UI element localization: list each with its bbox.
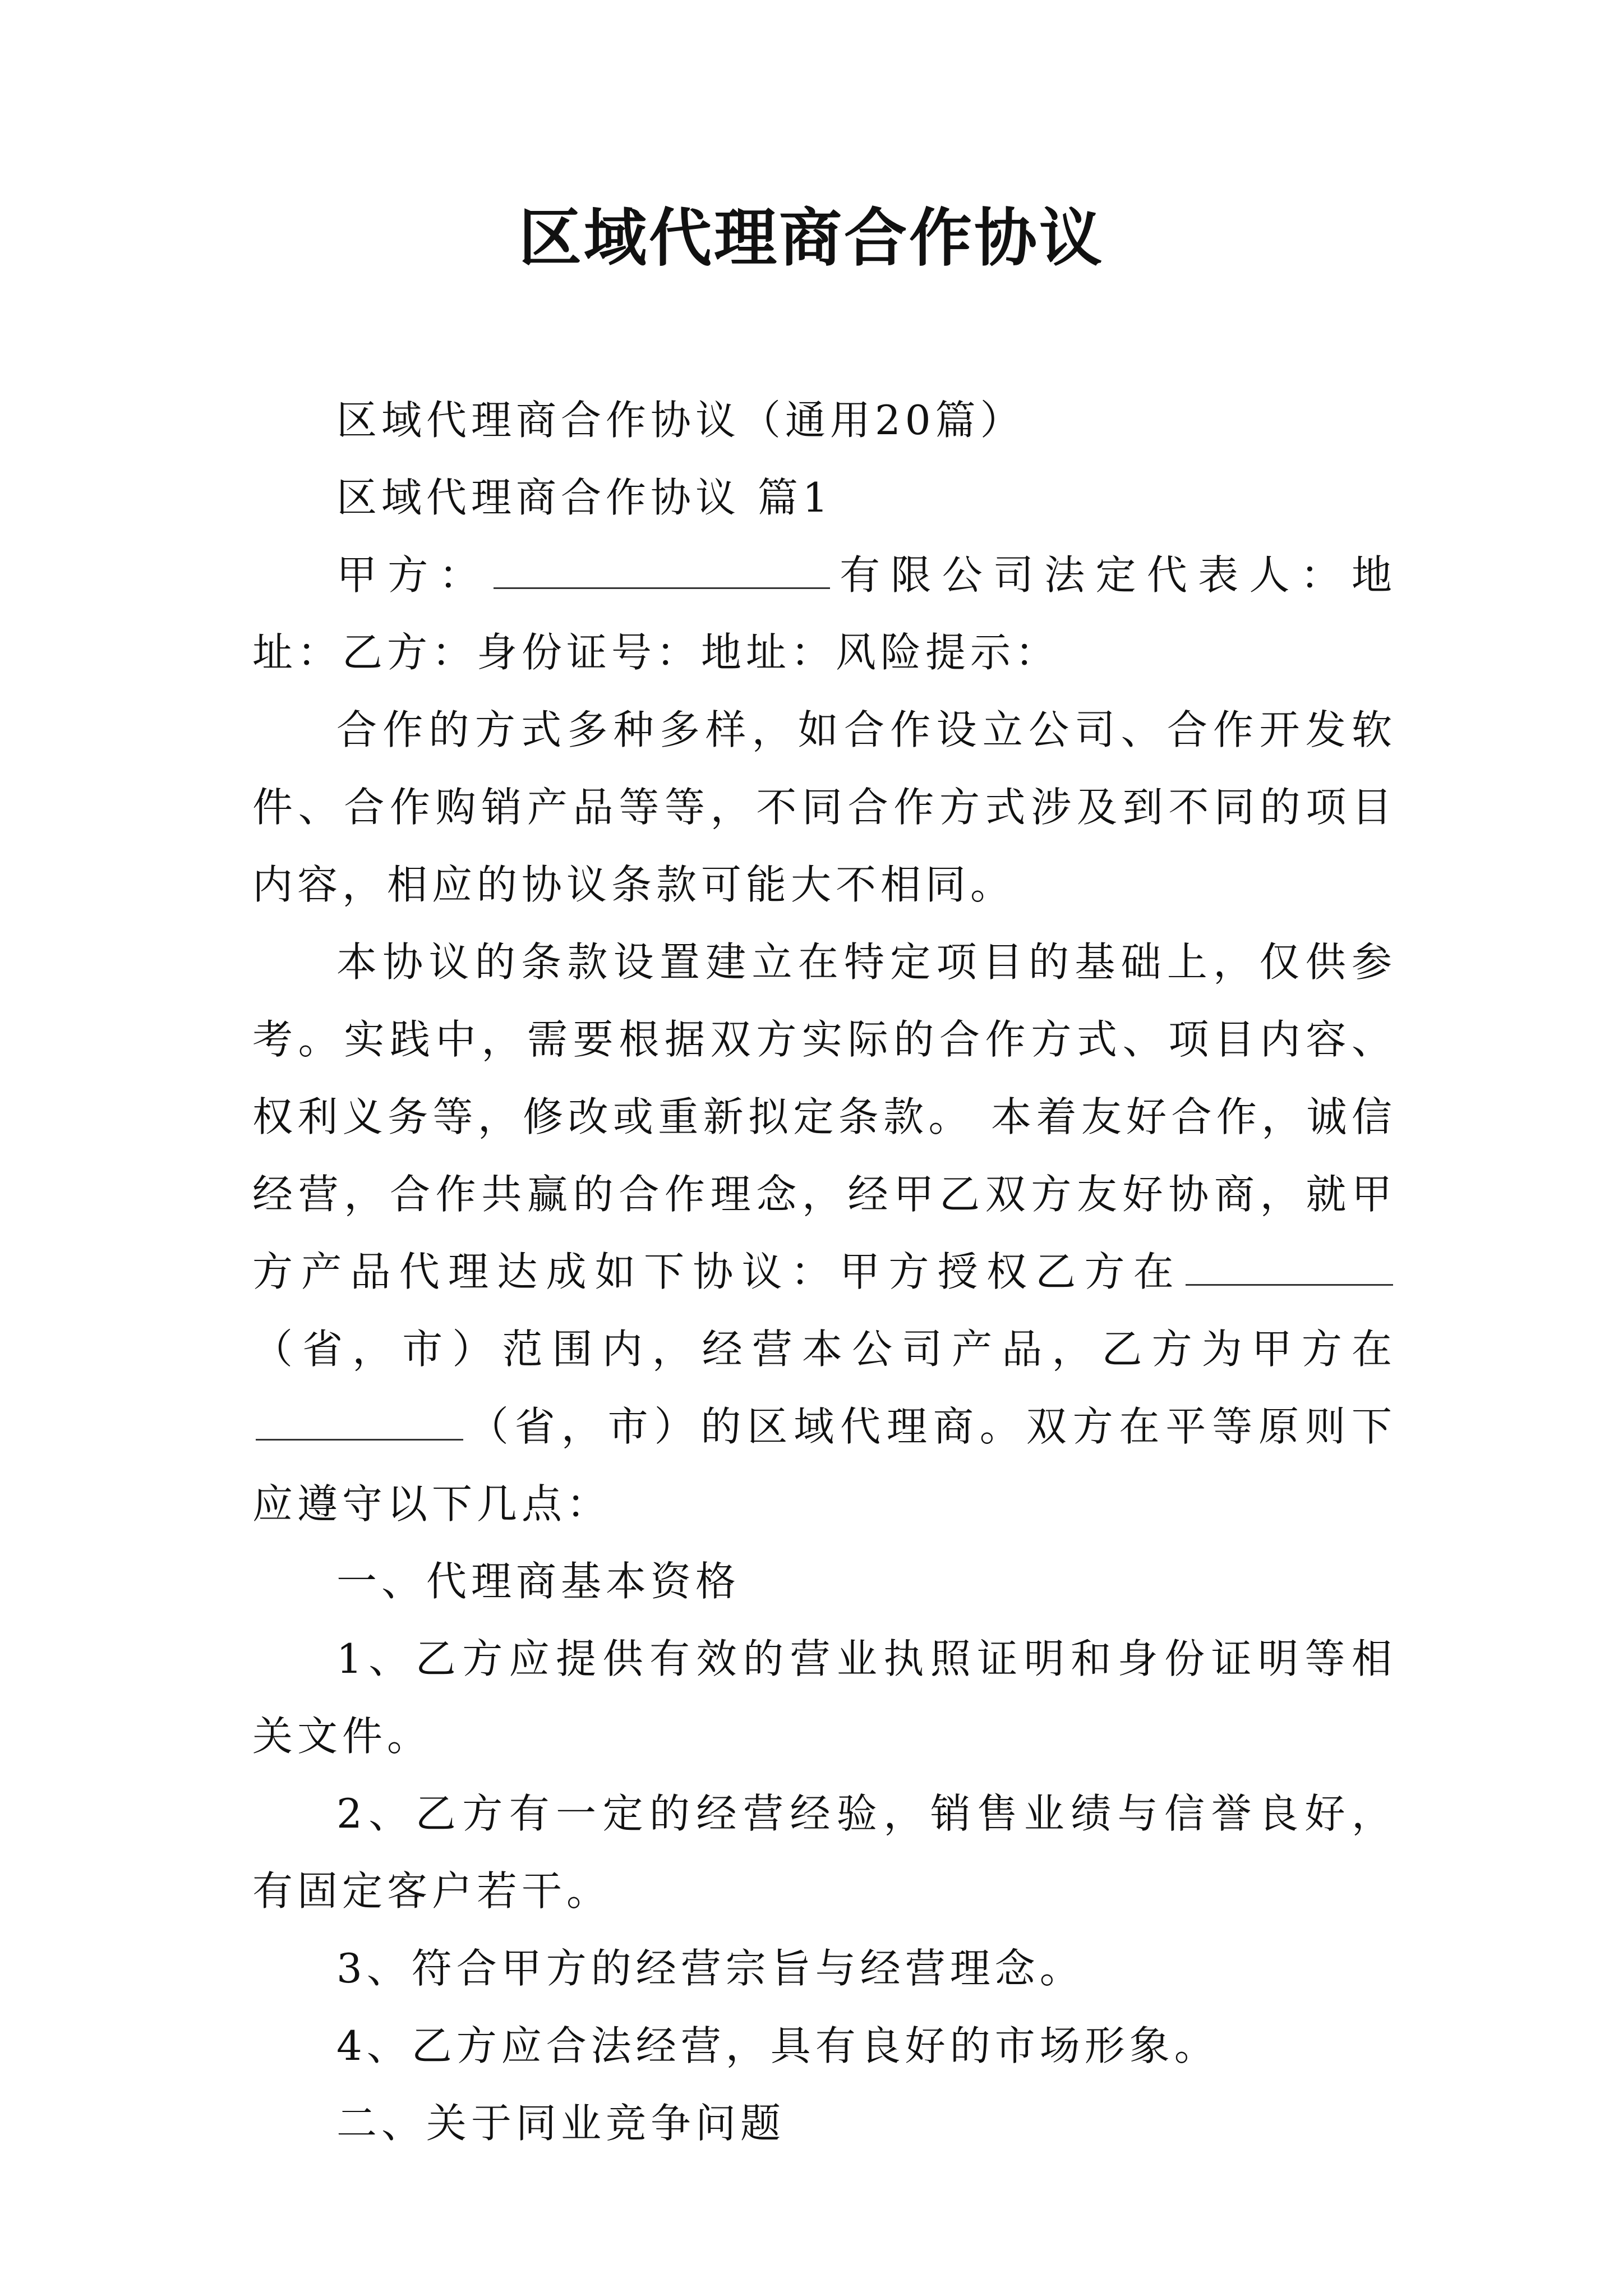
document-body bbox=[252, 381, 1396, 2162]
basis-text-1: 本协议的条款设置建立在特定项目的基础上，仅供参考。实践中，需要根据双方实际的合作方式、项目内容、权利义务等，修改或重新拟定条款。 本着友好合作，诚信经营，合作共赢的合作理念，经甲乙双方友好协商，就甲方产品代理达成如下协议：甲方授权乙方在 bbox=[252, 938, 1396, 1295]
party-info-paragraph bbox=[252, 536, 1396, 691]
basis-text-2: （省，市）范围内，经营本公司产品，乙方为甲方在 bbox=[252, 1326, 1396, 1373]
basis-text-3: （省，市）的区域代理商。双方在平等原则下应遵守以下几点： bbox=[252, 1403, 1396, 1527]
clause-1-item: 3、符合甲方的经营宗旨与经营理念。 bbox=[336, 1945, 1085, 1992]
risk-notice-paragraph: 合作的方式多种多样，如合作设立公司、合作开发软件、合作购销产品等等，不同合作方式涉及到不同的项目内容，相应的协议条款可能大不相同。 bbox=[252, 706, 1396, 908]
section-heading: 区域代理商合作协议 篇1 bbox=[336, 474, 833, 521]
agreement-basis-paragraph bbox=[252, 923, 1396, 1543]
region-blank-1 bbox=[1186, 1249, 1393, 1286]
clause-1-item: 2、乙方有一定的经营经验，销售业绩与信誉良好，有固定客户若干。 bbox=[252, 1790, 1396, 1915]
document-subtitle: 区域代理商合作协议（通用20篇） bbox=[336, 397, 1025, 444]
party-a-label: 甲方： bbox=[336, 551, 490, 599]
clause-1-heading: 一、代理商基本资格 bbox=[336, 1558, 741, 1605]
party-info-text: 有限公司法定代表人：地址：乙方：身份证号：地址：风险提示： bbox=[252, 551, 1396, 676]
document-title: 区域代理商合作协议 bbox=[519, 201, 1104, 275]
clause-1-item: 1、乙方应提供有效的营业执照证明和身份证明等相关文件。 bbox=[252, 1635, 1396, 1760]
company-name-blank bbox=[494, 553, 830, 589]
clause-2-heading: 二、关于同业竞争问题 bbox=[336, 2100, 786, 2147]
clause-1-item: 4、乙方应合法经营，具有良好的市场形象。 bbox=[336, 2022, 1219, 2069]
region-blank-2 bbox=[256, 1404, 463, 1441]
